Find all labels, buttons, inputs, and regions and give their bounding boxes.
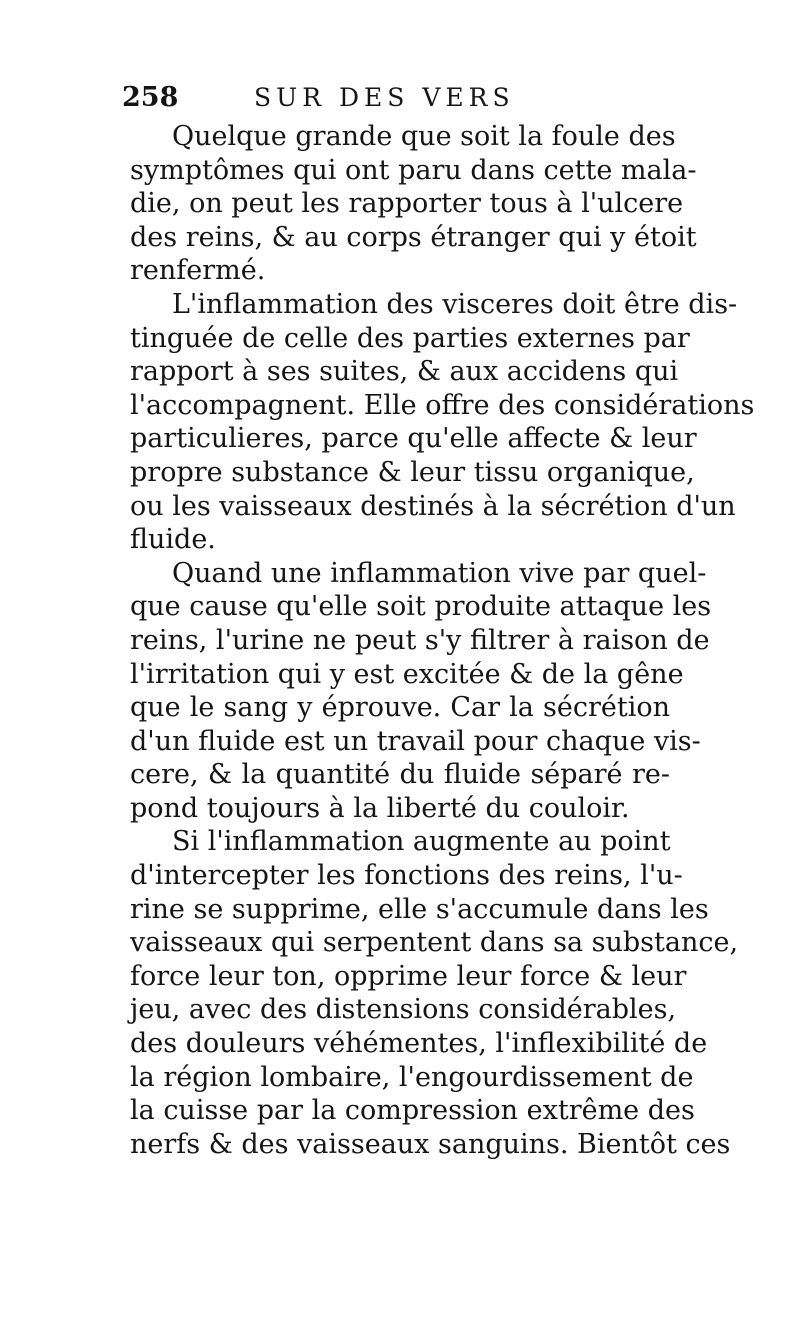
text-line: renfermé. [130,255,266,287]
text-line: d'un fluide est un travail pour chaque vis- [130,725,701,757]
text-line: cere, & la quantité du fluide séparé re- [130,759,670,791]
text-line: l'accompagnent. Elle offre des considérations [130,389,755,421]
text-line: fluide. [130,524,216,556]
text-line: propre substance & leur tissu organique, [130,456,695,488]
text-line: l'irritation qui y est excitée & de la gêne [130,658,684,690]
text-line: Si l'inflammation augmente au point [172,826,671,858]
text-line: L'inflammation des visceres doit être dis- [172,288,738,320]
text-line: la cuisse par la compression extrême des [130,1095,695,1127]
page-header [122,78,682,118]
text-line: die, on peut les rapporter tous à l'ulcere [130,188,684,220]
text-line: Quand une inflammation vive par quel- [172,557,707,589]
text-line: rine se supprime, elle s'accumule dans les [130,893,709,925]
text-line: rapport à ses suites, & aux accidens qui [130,356,679,388]
text-line: la région lombaire, l'engourdissement de [130,1061,694,1093]
text-line: vaisseaux qui serpentent dans sa substance, [130,927,739,959]
text-line: force leur ton, opprime leur force & leur [130,960,687,992]
text-line: Quelque grande que soit la foule des [172,121,676,152]
text-line: symptômes qui ont paru dans cette mala- [130,154,697,186]
text-line: d'intercepter les fonctions des reins, l'u- [130,860,683,892]
text-line: des reins, & au corps étranger qui y étoit [130,221,697,253]
text-line: nerfs & des vaisseaux sanguins. Bientôt ces [130,1128,731,1160]
text-line: particulieres, parce qu'elle affecte & leur [130,423,697,455]
text-line: ou les vaisseaux destinés à la sécrétion d'un [130,490,736,522]
text-line: pond toujours à la liberté du couloir. [130,792,630,824]
text-line: que le sang y éprouve. Car la sécrétion [130,692,670,724]
text-line: jeu, avec des distensions considérables, [130,994,677,1026]
page-number: 258 [122,82,179,113]
text-line: tinguée de celle des parties externes par [130,322,690,354]
text-line: que cause qu'elle soit produite attaque les [130,591,712,623]
page-body [130,120,755,1161]
running-head: SUR DES VERS [254,83,515,112]
text-line: reins, l'urine ne peut s'y filtrer à raison de [130,624,710,656]
text-line: des douleurs véhémentes, l'inflexibilité de [130,1028,708,1060]
